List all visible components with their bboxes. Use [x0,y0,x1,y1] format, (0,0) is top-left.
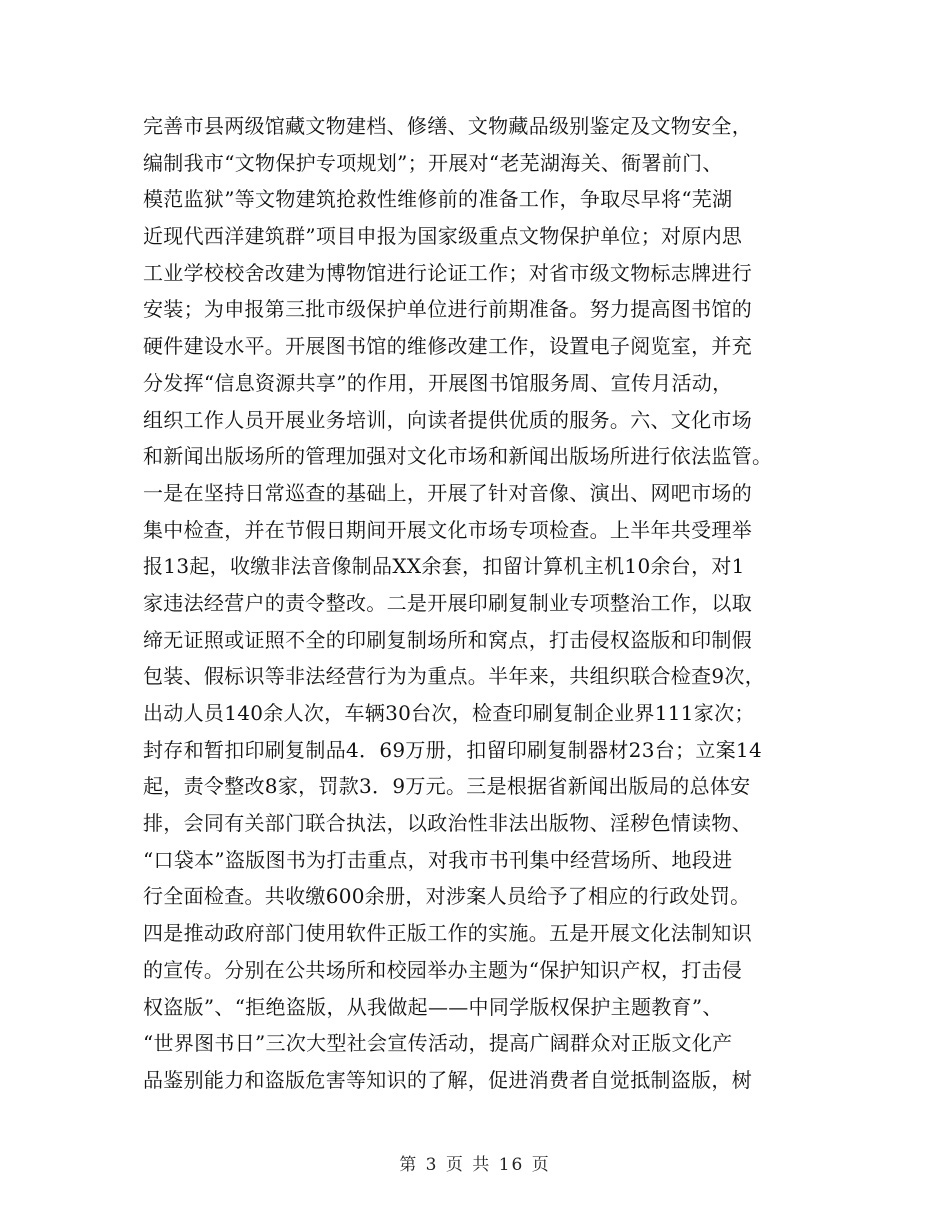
text-line: 家违法经营户的责令整改。二是开展印刷复制业专项整治工作，以取 [143,590,752,615]
text-line: 行全面检查。共收缴600余册，对涉案人员给予了相应的行政处罚。 [143,884,751,909]
text-line: 安装；为申报第三批市级保护单位进行前期准备。努力提高图书馆的 [143,297,752,322]
text-line: 硬件建设水平。开展图书馆的维修改建工作，设置电子阅览室，并充 [143,334,752,359]
text-line: 报13起，收缴非法音像制品XX余套，扣留计算机主机10余台，对1 [143,554,745,579]
text-line: 四是推动政府部门使用软件正版工作的实施。五是开展文化法制知识 [143,921,752,946]
text-line: 完善市县两级馆藏文物建档、修缮、文物藏品级别鉴定及文物安全， [143,114,752,138]
text-line: 权盗版”、“拒绝盗版，从我做起——中同学版权保护主题教育”、 [143,994,723,1019]
text-line: 模范监狱”等文物建筑抢救性维修前的准备工作，争取尽早将“芜湖 [143,187,733,212]
text-line: 缔无证照或证照不全的印刷复制场所和窝点，打击侵权盗版和印制假 [143,627,752,652]
text-line: 编制我市“文物保护专项规划”；开展对“老芜湖海关、衙署前门、 [143,150,723,175]
page-number: 第 3 页 共 16 页 [399,1155,551,1175]
text-line: 起，责令整改8家，罚款3．9万元。三是根据省新闻出版局的总体安 [143,774,751,799]
text-line: 的宣传。分别在公共场所和校园举办主题为“保护知识产权，打击侵 [143,957,743,982]
text-line: 包装、假标识等非法经营行为为重点。半年来，共组织联合检查9次， [143,664,766,689]
text-line: 和新闻出版场所的管理加强对文化市场和新闻出版场所进行依法监管。 [143,444,773,469]
text-line: “世界图书日”三次大型社会宣传活动，提高广阔群众对正版文化产 [143,1031,733,1056]
text-line: 出动人员140余人次，车辆30台次，检查印刷复制企业界111家次； [143,701,755,725]
text-line: 集中检查，并在节假日期间开展文化市场专项检查。上半年共受理举 [143,517,752,542]
text-line: “口袋本”盗版图书为打击重点，对我市书刊集中经营场所、地段进 [143,847,733,872]
page-footer [0,1150,950,1175]
text-line: 封存和暂扣印刷复制品4．69万册，扣留印刷复制器材23台；立案14 [143,737,762,762]
text-line: 分发挥“信息资源共享”的作用，开展图书馆服务周、宣传月活动， [143,370,733,395]
text-line: 工业学校校舍改建为博物馆进行论证工作；对省市级文物标志牌进行 [143,260,752,285]
text-line: 品鉴别能力和盗版危害等知识的了解，促进消费者自觉抵制盗版，树 [143,1067,752,1092]
text-line: 一是在坚持日常巡查的基础上，开展了针对音像、演出、网吧市场的 [143,480,752,505]
text-line: 近现代西洋建筑群”项目申报为国家级重点文物保护单位；对原内思 [143,224,743,249]
text-line: 排，会同有关部门联合执法，以政治性非法出版物、淫秽色情读物、 [143,811,752,836]
text-line: 组织工作人员开展业务培训，向读者提供优质的服务。六、文化市场 [143,407,752,432]
body-text [143,108,823,1099]
